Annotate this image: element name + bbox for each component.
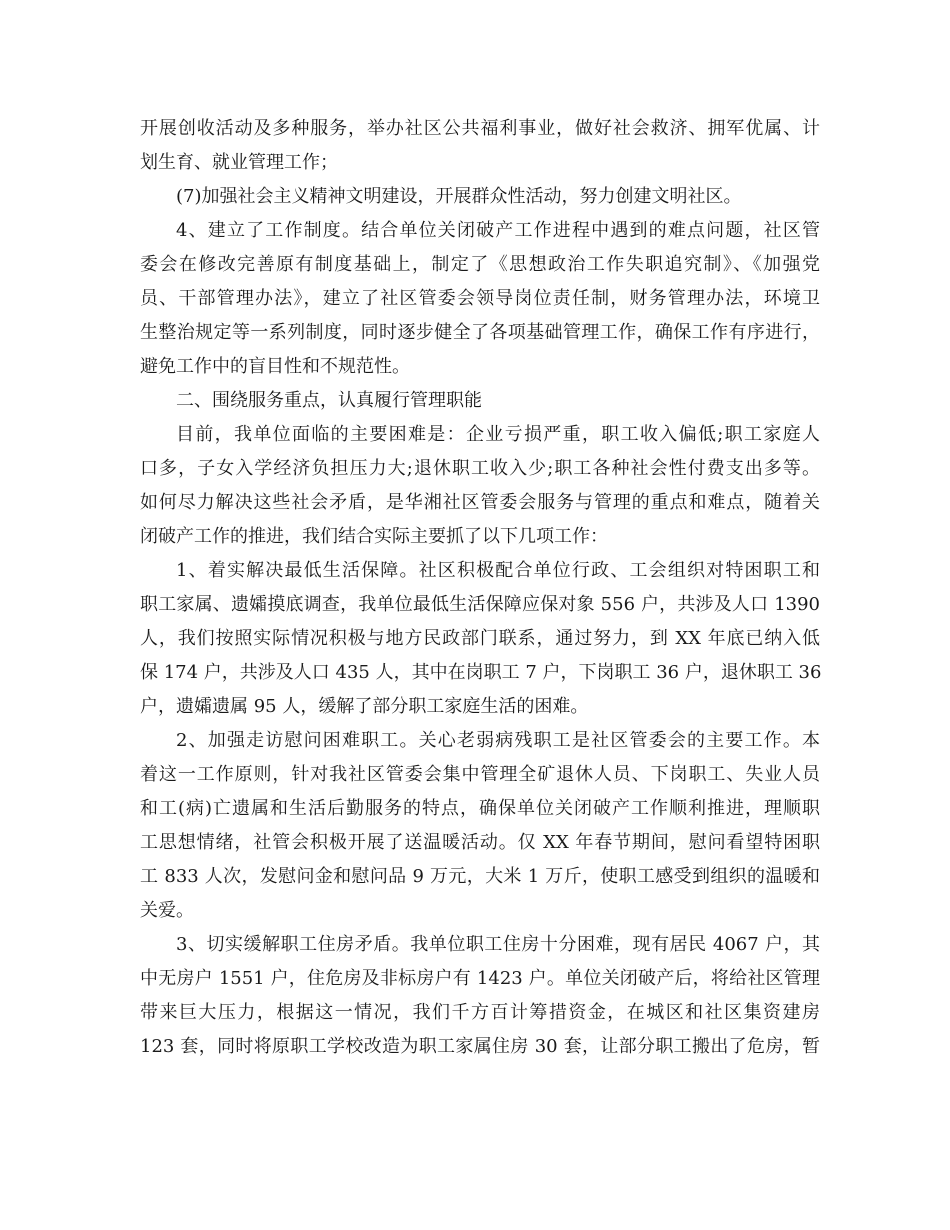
text-line: 开展创收活动及多种服务，举办社区公共福利事业，做好社会救济、拥军优属、计 (140, 118, 820, 139)
text-line: 工思想情绪，社管会积极开展了送温暖活动。仅 XX 年春节期间，慰问看望特困职 (140, 832, 820, 853)
text-line: 和工(病)亡遗属和生活后勤服务的特点，确保单位关闭破产工作顺利推进，理顺职 (140, 798, 820, 819)
text-line: 划生育、就业管理工作； (140, 152, 338, 173)
text-line: 人，我们按照实际情况积极与地方民政部门联系，通过努力，到 XX 年底已纳入低 (140, 628, 820, 649)
text-line: 1、着实解决最低生活保障。社区积极配合单位行政、工会组织对特困职工和 (176, 560, 820, 581)
text-line: (7)加强社会主义精神文明建设，开展群众性活动，努力创建文明社区。 (176, 186, 742, 207)
text-line: 如何尽力解决这些社会矛盾，是华湘社区管委会服务与管理的重点和难点，随着关 (140, 492, 820, 513)
text-line: 目前，我单位面临的主要困难是：企业亏损严重，职工收入偏低;职工家庭人 (176, 424, 820, 445)
text-line: 员、干部管理办法》，建立了社区管委会领导岗位责任制，财务管理办法，环境卫 (140, 288, 820, 309)
text-line: 着这一工作原则，针对我社区管委会集中管理全矿退休人员、下岗职工、失业人员 (140, 764, 820, 785)
text-line: 工 833 人次，发慰问金和慰问品 9 万元，大米 1 万斤，使职工感受到组织的温暖和 (140, 866, 820, 887)
text-line: 带来巨大压力，根据这一情况，我们千方百计筹措资金，在城区和社区集资建房 (140, 1002, 820, 1023)
text-line: 2、加强走访慰问困难职工。关心老弱病残职工是社区管委会的主要工作。本 (176, 730, 820, 751)
text-line: 中无房户 1551 户，住危房及非标房户有 1423 户。单位关闭破产后，将给社区管理 (140, 968, 820, 989)
text-line: 口多，子女入学经济负担压力大;退休职工收入少;职工各种社会性付费支出多等。 (140, 458, 820, 479)
text-line: 3、切实缓解职工住房矛盾。我单位职工住房十分困难，现有居民 4067 户，其 (176, 934, 820, 955)
text-line: 闭破产工作的推进，我们结合实际主要抓了以下几项工作： (140, 526, 608, 547)
section-heading: 二、围绕服务重点，认真履行管理职能 (176, 390, 482, 411)
text-line: 生整治规定等一系列制度，同时逐步健全了各项基础管理工作，确保工作有序进行， (140, 322, 820, 343)
text-line: 户，遗孀遗属 95 人，缓解了部分职工家庭生活的困难。 (140, 696, 589, 717)
text-line: 避免工作中的盲目性和不规范性。 (140, 356, 410, 377)
text-line: 职工家属、遗孀摸底调查，我单位最低生活保障应保对象 556 户，共涉及人口 1390 (140, 594, 820, 615)
text-line: 保 174 户，共涉及人口 435 人，其中在岗职工 7 户，下岗职工 36 户，退休职工 36 (140, 662, 822, 683)
text-line: 123 套，同时将原职工学校改造为职工家属住房 30 套，让部分职工搬出了危房，暂 (140, 1036, 820, 1057)
text-line: 委会在修改完善原有制度基础上，制定了《思想政治工作失职追究制》、《加强党 (140, 254, 820, 275)
text-line: 关爱。 (140, 900, 194, 921)
text-line: 4、建立了工作制度。结合单位关闭破产工作进程中遇到的难点问题，社区管 (176, 220, 820, 241)
